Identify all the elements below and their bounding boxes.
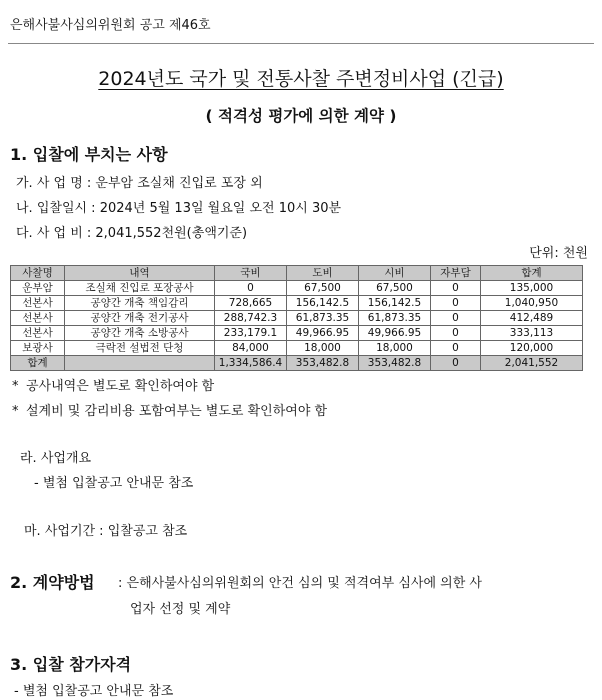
overview-heading: 라. 사업개요	[20, 451, 92, 466]
cell-provincial: 67,500	[287, 281, 359, 296]
budget-line: 다. 사 업 비 : 2,041,552천원(총액기준)	[16, 226, 248, 241]
cell-description: 조실채 진입로 포장공사	[65, 281, 215, 296]
cell-city: 67,500	[359, 281, 431, 296]
total-sum: 2,041,552	[481, 356, 583, 371]
unit-label: 단위: 천원	[529, 246, 588, 261]
cell-national: 233,179.1	[215, 326, 287, 341]
cell-total: 135,000	[481, 281, 583, 296]
project-name-line: 가. 사 업 명 : 운부암 조실채 진입로 포장 외	[16, 176, 263, 191]
cell-temple: 선본사	[11, 311, 65, 326]
document-title-text: 2024년도 국가 및 전통사찰 주변정비사업 (긴급)	[98, 68, 504, 90]
eligibility-detail: - 별첨 입찰공고 안내문 참조	[14, 684, 174, 699]
cell-provincial: 61,873.35	[287, 311, 359, 326]
col-header-temple: 사찰명	[11, 266, 65, 281]
contract-method-text-1: : 은해사불사심의위원회의 안건 심의 및 적격여부 심사에 의한 사	[118, 576, 482, 591]
cell-temple: 보광사	[11, 341, 65, 356]
total-description	[65, 356, 215, 371]
total-label: 합계	[11, 356, 65, 371]
cell-temple: 선본사	[11, 296, 65, 311]
note-bullet: *	[12, 404, 19, 419]
overview-detail: - 별첨 입찰공고 안내문 참조	[34, 476, 194, 491]
total-national: 1,334,586.4	[215, 356, 287, 371]
cell-temple: 선본사	[11, 326, 65, 341]
cell-description: 공양간 개축 책임감리	[65, 296, 215, 311]
col-header-self: 자부담	[431, 266, 481, 281]
cell-national: 0	[215, 281, 287, 296]
section-3-heading: 3. 입찰 참가자격	[10, 655, 132, 674]
table-row	[11, 281, 583, 296]
cell-city: 18,000	[359, 341, 431, 356]
table-row	[11, 326, 583, 341]
cell-self: 0	[431, 326, 481, 341]
cell-city: 156,142.5	[359, 296, 431, 311]
cell-national: 84,000	[215, 341, 287, 356]
col-header-national: 국비	[215, 266, 287, 281]
cell-total: 1,040,950	[481, 296, 583, 311]
table-row	[11, 311, 583, 326]
cell-total: 412,489	[481, 311, 583, 326]
cell-provincial: 18,000	[287, 341, 359, 356]
note-2	[12, 400, 327, 419]
cell-self: 0	[431, 311, 481, 326]
cell-national: 728,665	[215, 296, 287, 311]
cell-self: 0	[431, 281, 481, 296]
cell-description: 공양간 개축 전기공사	[65, 311, 215, 326]
section-2-heading: 2. 계약방법	[10, 573, 95, 592]
header-divider	[8, 43, 594, 44]
note-2-text: 설계비 및 감리비용 포함여부는 별도로 확인하여야 함	[26, 404, 328, 419]
document-subtitle: ( 적격성 평가에 의한 계약 )	[205, 107, 397, 125]
col-header-total: 합계	[481, 266, 583, 281]
col-header-provincial: 도비	[287, 266, 359, 281]
project-period-line: 마. 사업기간 : 입찰공고 참조	[24, 524, 188, 539]
cell-self: 0	[431, 341, 481, 356]
note-1-text: 공사내역은 별도로 확인하여야 함	[26, 379, 215, 394]
cell-provincial: 49,966.95	[287, 326, 359, 341]
col-header-description: 내역	[65, 266, 215, 281]
bid-date-line: 나. 입찰일시 : 2024년 5월 13일 월요일 오전 10시 30분	[16, 201, 342, 216]
cell-self: 0	[431, 296, 481, 311]
table-row	[11, 296, 583, 311]
total-city: 353,482.8	[359, 356, 431, 371]
cell-total: 333,113	[481, 326, 583, 341]
cell-city: 61,873.35	[359, 311, 431, 326]
col-header-city: 시비	[359, 266, 431, 281]
cell-temple: 운부암	[11, 281, 65, 296]
cell-national: 288,742.3	[215, 311, 287, 326]
contract-method-text-2: 업자 선정 및 계약	[130, 602, 231, 617]
total-self: 0	[431, 356, 481, 371]
total-provincial: 353,482.8	[287, 356, 359, 371]
table-total-row	[11, 356, 583, 371]
cell-city: 49,966.95	[359, 326, 431, 341]
note-bullet: *	[12, 379, 19, 394]
budget-table	[10, 265, 583, 371]
document-title	[0, 64, 602, 91]
section-1-heading: 1. 입찰에 부치는 사항	[10, 145, 168, 164]
table-header-row	[11, 266, 583, 281]
table-row	[11, 341, 583, 356]
cell-description: 극락전 설법전 단청	[65, 341, 215, 356]
notice-header: 은해사불사심의위원회 공고 제46호	[10, 18, 211, 33]
note-1	[12, 375, 214, 394]
cell-total: 120,000	[481, 341, 583, 356]
cell-description: 공양간 개축 소방공사	[65, 326, 215, 341]
cell-provincial: 156,142.5	[287, 296, 359, 311]
